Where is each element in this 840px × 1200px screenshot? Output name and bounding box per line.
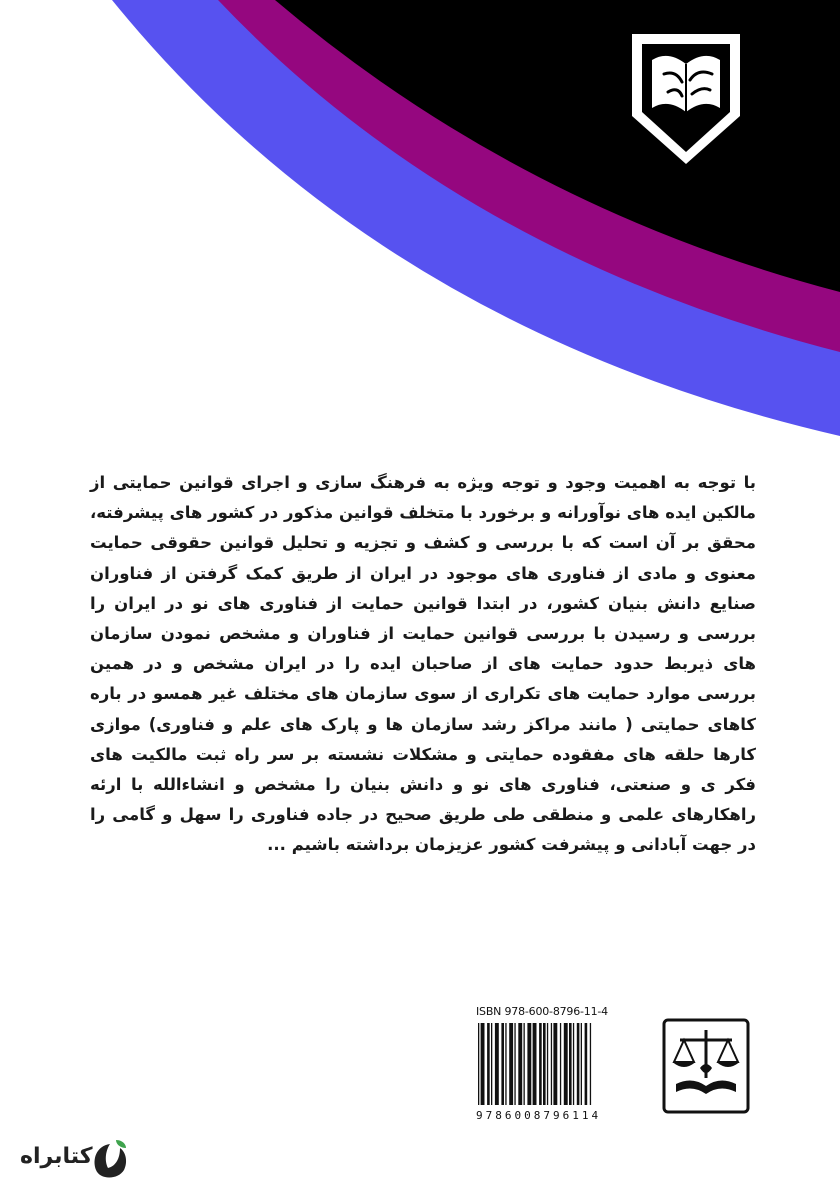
barcode-bar [527, 1023, 531, 1105]
barcode-bar [505, 1023, 506, 1105]
barcode-bar [564, 1023, 568, 1105]
barcode-bar [585, 1023, 588, 1105]
barcode-bar [487, 1023, 490, 1105]
barcode-bar [478, 1023, 479, 1105]
publisher-logo [662, 1018, 750, 1114]
barcode-bar [518, 1023, 522, 1105]
barcode-bar [491, 1023, 492, 1105]
ketabrah-leaf-icon [90, 1138, 130, 1182]
barcode-bar [481, 1023, 485, 1105]
scales-book-logo-icon [662, 1018, 750, 1114]
barcode-bar [581, 1023, 582, 1105]
barcode-bar [573, 1023, 574, 1105]
barcode-bar [577, 1023, 580, 1105]
barcode-bar [551, 1023, 552, 1105]
barcode-bar [539, 1023, 542, 1105]
barcode-digits: 9786008796114 [476, 1109, 602, 1122]
barcode-bar [590, 1023, 591, 1105]
barcode-bar [495, 1023, 499, 1105]
barcode-bar [533, 1023, 537, 1105]
barcode-bar [524, 1023, 525, 1105]
barcode-bar [560, 1023, 561, 1105]
barcode-icon [476, 1023, 652, 1105]
barcode-bar [569, 1023, 572, 1105]
barcode-bar [553, 1023, 557, 1105]
back-cover-blurb: با توجه به اهمیت وجود و توجه ویژه به فرهنگ سازی و اجرای قوانین حمایتی از مالکین ایده های نوآورانه و برخورد با متخلف قوانین مذکور در کشور های پیشرفته، محقق بر آن است که با بررسی و کشف و تجزیه و تحلیل قوانین حقوقی حمایت معنوی و مادی از فناوری های موجود در ایران از طریق کمک گرفتن از فناوران صنایع دانش بنیان کشور، در ابتدا قوانین حمایت از فناوری های نو در ایران را بررسی و رسیدن با بررسی قوانین حمایت از فناوران و مشخص نمودن سازمان های ذیربط حدود حمایت های از صاحبان ایده را در ایران مشخص و در همین بررسی موارد حمایت های تکراری از سوی سازمان های مختلف غیر همسو در باره کاهای حمایتی ( مانند مراکز رشد سازمان ها و پارک های علم و فناوری) موازی کارها حلقه های مفقوده حمایتی و مشکلات نشسته بر سر راه ثبت مالکیت های فکر ی و صنعتی، فناوری های نو و دانش بنیان را مشخص و انشاءالله با ارئه راهکارهای علمی و منطقی طی طریق صحیح در جاده فناوری را سهل و گامی را در جهت آبادانی و پیشرفت کشور عزیزمان برداشته باشیم ... [90, 473, 756, 855]
barcode-bar [509, 1023, 513, 1105]
barcode-bar [547, 1023, 548, 1105]
book-shield-emblem-icon [628, 30, 744, 168]
ketabrah-watermark [20, 1136, 130, 1184]
barcode-bar [501, 1023, 504, 1105]
isbn-label: ISBN 978-600-8796-11-4 [476, 1005, 608, 1018]
barcode-bar [543, 1023, 546, 1105]
watermark-label: کتابراه [20, 1144, 93, 1169]
isbn-barcode [474, 1005, 654, 1125]
barcode-bar [514, 1023, 515, 1105]
